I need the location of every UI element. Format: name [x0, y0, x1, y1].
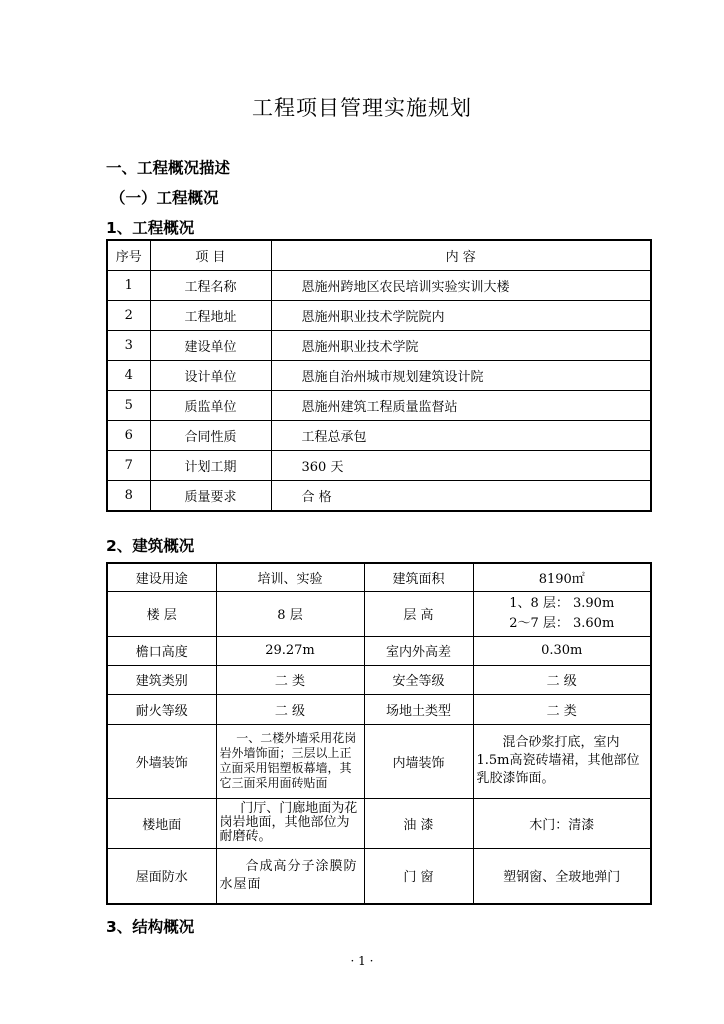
section-heading-overview: 一、工程概况描述	[106, 159, 231, 177]
item-label: 质监单位	[150, 390, 271, 420]
item-label: 建设单位	[150, 330, 271, 360]
row-number: 8	[107, 481, 150, 511]
field-value: 29.27m	[216, 636, 364, 665]
header-cell: 序号	[107, 240, 150, 270]
table-row	[107, 724, 651, 798]
field-label: 层 高	[364, 591, 473, 636]
item-value: 360 天	[271, 451, 651, 481]
row-number: 6	[107, 421, 150, 451]
field-value: 门厅、门廊地面为花岗岩地面，其他部位为耐磨砖。	[216, 798, 364, 848]
table-row	[107, 563, 651, 591]
table-row	[107, 636, 651, 665]
field-value: 培训、实验	[216, 563, 364, 591]
field-value: 一、二楼外墙采用花岗岩外墙饰面；三层以上正立面采用铝塑板幕墙，其它三面采用面砖贴面	[216, 724, 364, 798]
item-value: 恩施州建筑工程质量监督站	[271, 390, 651, 420]
row-number: 2	[107, 300, 150, 330]
subsection-heading: （一）工程概况	[110, 189, 219, 207]
table-row	[107, 270, 651, 300]
item-value: 恩施州跨地区农民培训实验实训大楼	[271, 270, 651, 300]
field-value: 塑钢窗、全玻地弹门	[473, 848, 651, 904]
table-row	[107, 451, 651, 481]
row-number: 5	[107, 390, 150, 420]
heading-project-overview: 1、工程概况	[106, 219, 195, 237]
field-label: 屋面防水	[107, 848, 216, 904]
building-overview-table	[106, 562, 652, 905]
document-title: 工程项目管理实施规划	[252, 96, 472, 120]
floor-height-line: 2～7 层： 3.60m	[509, 615, 615, 631]
table-row	[107, 300, 651, 330]
table-row	[107, 848, 651, 904]
table-row	[107, 390, 651, 420]
field-label: 楼地面	[107, 798, 216, 848]
item-value: 合 格	[271, 481, 651, 511]
item-value: 恩施州职业技术学院院内	[271, 300, 651, 330]
field-value: 二 类	[473, 694, 651, 724]
field-value: 8 层	[216, 591, 364, 636]
item-value: 恩施州职业技术学院	[271, 330, 651, 360]
table-row	[107, 694, 651, 724]
item-value: 工程总承包	[271, 421, 651, 451]
table-header-row	[107, 240, 651, 270]
field-label: 建筑面积	[364, 563, 473, 591]
header-cell: 项 目	[150, 240, 271, 270]
page-number: · 1 ·	[350, 954, 374, 968]
item-label: 设计单位	[150, 360, 271, 390]
table-row	[107, 665, 651, 694]
field-label: 内墙装饰	[364, 724, 473, 798]
field-value: 二 级	[216, 694, 364, 724]
table-row	[107, 591, 651, 636]
field-value: 二 级	[473, 665, 651, 694]
field-value	[473, 591, 651, 636]
field-label: 檐口高度	[107, 636, 216, 665]
field-value: 二 类	[216, 665, 364, 694]
field-label: 门 窗	[364, 848, 473, 904]
field-value: 木门：清漆	[473, 798, 651, 848]
heading-structure-overview: 3、结构概况	[106, 918, 195, 936]
field-label: 建设用途	[107, 563, 216, 591]
row-number: 7	[107, 451, 150, 481]
field-label: 建筑类别	[107, 665, 216, 694]
item-label: 合同性质	[150, 421, 271, 451]
row-number: 4	[107, 360, 150, 390]
project-overview-table	[106, 239, 652, 512]
item-label: 工程地址	[150, 300, 271, 330]
item-label: 计划工期	[150, 451, 271, 481]
field-value: 合成高分子涂膜防水屋面	[216, 848, 364, 904]
row-number: 3	[107, 330, 150, 360]
field-value: 0.30m	[473, 636, 651, 665]
field-label: 安全等级	[364, 665, 473, 694]
field-label: 室内外高差	[364, 636, 473, 665]
field-value: 8190㎡	[473, 563, 651, 591]
field-label: 场地土类型	[364, 694, 473, 724]
header-cell: 内 容	[271, 240, 651, 270]
table-row	[107, 360, 651, 390]
field-label: 耐火等级	[107, 694, 216, 724]
table-row	[107, 330, 651, 360]
field-value: 混合砂浆打底，室内1.5m高瓷砖墙裙，其他部位乳胶漆饰面。	[473, 724, 651, 798]
item-label: 质量要求	[150, 481, 271, 511]
field-label: 楼 层	[107, 591, 216, 636]
field-label: 油 漆	[364, 798, 473, 848]
table-row	[107, 421, 651, 451]
item-value: 恩施自治州城市规划建筑设计院	[271, 360, 651, 390]
table-row	[107, 481, 651, 511]
row-number: 1	[107, 270, 150, 300]
table-row	[107, 798, 651, 848]
heading-building-overview: 2、建筑概况	[106, 537, 195, 555]
field-label: 外墙装饰	[107, 724, 216, 798]
floor-height-line: 1、8 层： 3.90m	[509, 595, 615, 611]
item-label: 工程名称	[150, 270, 271, 300]
